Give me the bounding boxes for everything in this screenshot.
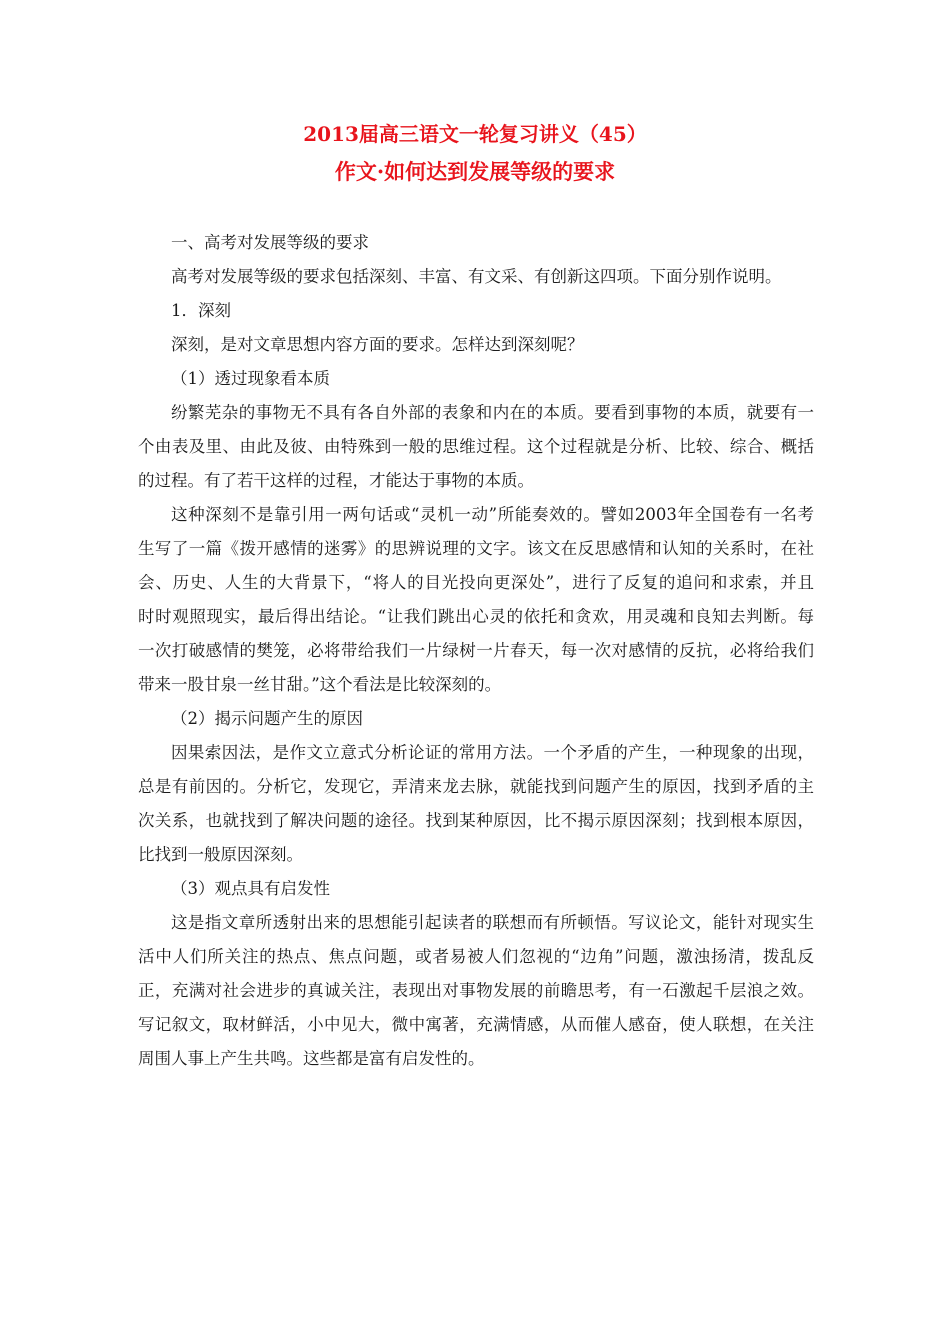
text-line: 会、历史、人生的大背景下，“将人的目光投向更深处”，进行了反复的追问和求索，并且 (138, 573, 814, 592)
text-line: 写记叙文，取材鲜活，小中见大，微中寓著，充满情感，从而催人感奋，使人联想，在关注 (138, 1015, 814, 1034)
document-body (138, 226, 814, 1076)
text-line: 带来一股甘泉一丝甘甜。”这个看法是比较深刻的。 (138, 675, 502, 694)
text-line: （2）揭示问题产生的原因 (171, 709, 363, 728)
text-line: 1．深刻 (171, 301, 231, 320)
document-title: 2013届高三语文一轮复习讲义（45） (303, 122, 647, 146)
title-block (0, 116, 950, 190)
text-line: 时时观照现实，最后得出结论。“让我们跳出心灵的依托和贪欢，用灵魂和良知去判断。每 (138, 607, 814, 626)
text-line: 深刻，是对文章思想内容方面的要求。怎样达到深刻呢？ (171, 335, 584, 354)
text-line: 的过程。有了若干这样的过程，才能达于事物的本质。 (138, 471, 534, 490)
text-line: （1）透过现象看本质 (171, 369, 330, 388)
text-line: 一、高考对发展等级的要求 (171, 233, 369, 252)
document-subtitle: 作文·如何达到发展等级的要求 (334, 159, 616, 184)
text-line: 总是有前因的。分析它，发现它，弄清来龙去脉，就能找到问题产生的原因，找到矛盾的主 (138, 777, 814, 796)
text-line: 比找到一般原因深刻。 (138, 845, 303, 864)
text-line: （3）观点具有启发性 (171, 879, 330, 898)
text-line: 纷繁芜杂的事物无不具有各自外部的表象和内在的本质。要看到事物的本质，就要有一 (171, 403, 814, 422)
text-line: 这是指文章所透射出来的思想能引起读者的联想而有所顿悟。写议论文，能针对现实生 (171, 913, 814, 932)
text-line: 次关系，也就找到了解决问题的途径。找到某种原因，比不揭示原因深刻；找到根本原因， (138, 811, 814, 830)
text-line: 个由表及里、由此及彼、由特殊到一般的思维过程。这个过程就是分析、比较、综合、概括 (138, 437, 814, 456)
text-line: 因果索因法，是作文立意式分析论证的常用方法。一个矛盾的产生，一种现象的出现， (171, 743, 814, 762)
text-line: 高考对发展等级的要求包括深刻、丰富、有文采、有创新这四项。下面分别作说明。 (171, 267, 782, 286)
text-line: 周围人事上产生共鸣。这些都是富有启发性的。 (138, 1049, 485, 1068)
text-line: 正，充满对社会进步的真诚关注，表现出对事物发展的前瞻思考，有一石激起千层浪之效。 (138, 981, 814, 1000)
text-line: 这种深刻不是靠引用一两句话或“灵机一动”所能奏效的。譬如2003年全国卷有一名考 (171, 505, 814, 524)
text-line: 生写了一篇《拨开感情的迷雾》的思辨说理的文字。该文在反思感情和认知的关系时，在社 (138, 539, 814, 558)
text-line: 活中人们所关注的热点、焦点问题，或者易被人们忽视的“边角”问题，激浊扬清，拨乱反 (138, 947, 814, 966)
text-line: 一次打破感情的樊笼，必将带给我们一片绿树一片春天，每一次对感情的反抗，必将给我们 (138, 641, 814, 660)
